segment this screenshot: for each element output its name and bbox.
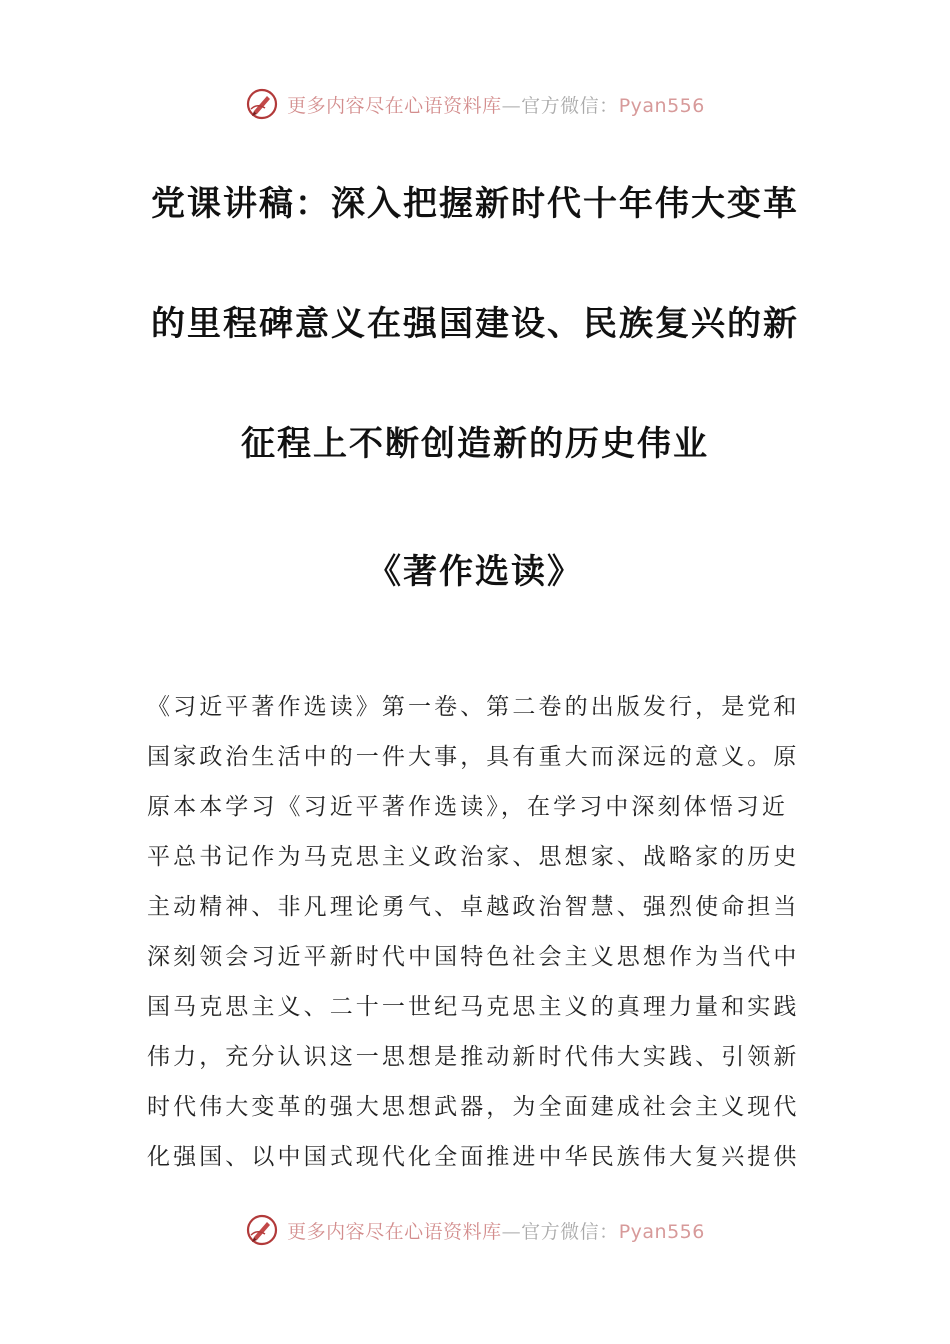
watermark-brand: 更多内容尽在心语资料库 <box>287 94 502 117</box>
body-line: 时代伟大变革的强大思想武器，为全面建成社会主义现代 <box>147 1094 800 1120</box>
footer-watermark <box>0 1210 950 1250</box>
body-line: 国马克思主义、二十一世纪马克思主义的真理力量和实践 <box>147 994 800 1020</box>
body-paragraph <box>147 682 807 1182</box>
watermark-dash: — <box>501 94 522 117</box>
watermark-dash: — <box>501 1220 522 1243</box>
watermark-wechat-id: Pyan556 <box>618 1220 705 1243</box>
pen-logo-icon <box>245 1213 279 1247</box>
title-line-3: 征程上不断创造新的历史伟业 <box>241 424 709 464</box>
body-line: 伟力，充分认识这一思想是推动新时代伟大实践、引领新 <box>147 1044 800 1070</box>
header-watermark <box>0 84 950 124</box>
watermark-wechat-id: Pyan556 <box>618 94 705 117</box>
title-line-2: 的里程碑意义在强国建设、民族复兴的新 <box>151 304 799 344</box>
watermark-text <box>287 1217 705 1244</box>
pen-logo-icon <box>245 87 279 121</box>
body-line: 原本本学习《习近平著作选读》，在学习中深刻体悟习近 <box>147 794 788 820</box>
title-line-1: 党课讲稿：深入把握新时代十年伟大变革 <box>151 184 799 224</box>
body-line: 《习近平著作选读》第一卷、第二卷的出版发行，是党和 <box>147 694 800 720</box>
body-line: 国家政治生活中的一件大事，具有重大而深远的意义。原 <box>147 744 800 770</box>
body-line: 平总书记作为马克思主义政治家、思想家、战略家的历史 <box>147 844 800 870</box>
body-line: 深刻领会习近平新时代中国特色社会主义思想作为当代中 <box>147 944 800 970</box>
subtitle: 《著作选读》 <box>367 552 583 592</box>
watermark-text <box>287 91 705 118</box>
watermark-wechat-label: 官方微信： <box>521 94 619 117</box>
watermark-brand: 更多内容尽在心语资料库 <box>287 1220 502 1243</box>
watermark-wechat-label: 官方微信： <box>521 1220 619 1243</box>
body-line: 主动精神、非凡理论勇气、卓越政治智慧、强烈使命担当 <box>147 894 800 920</box>
body-line: 化强国、以中国式现代化全面推进中华民族伟大复兴提供 <box>147 1144 800 1170</box>
